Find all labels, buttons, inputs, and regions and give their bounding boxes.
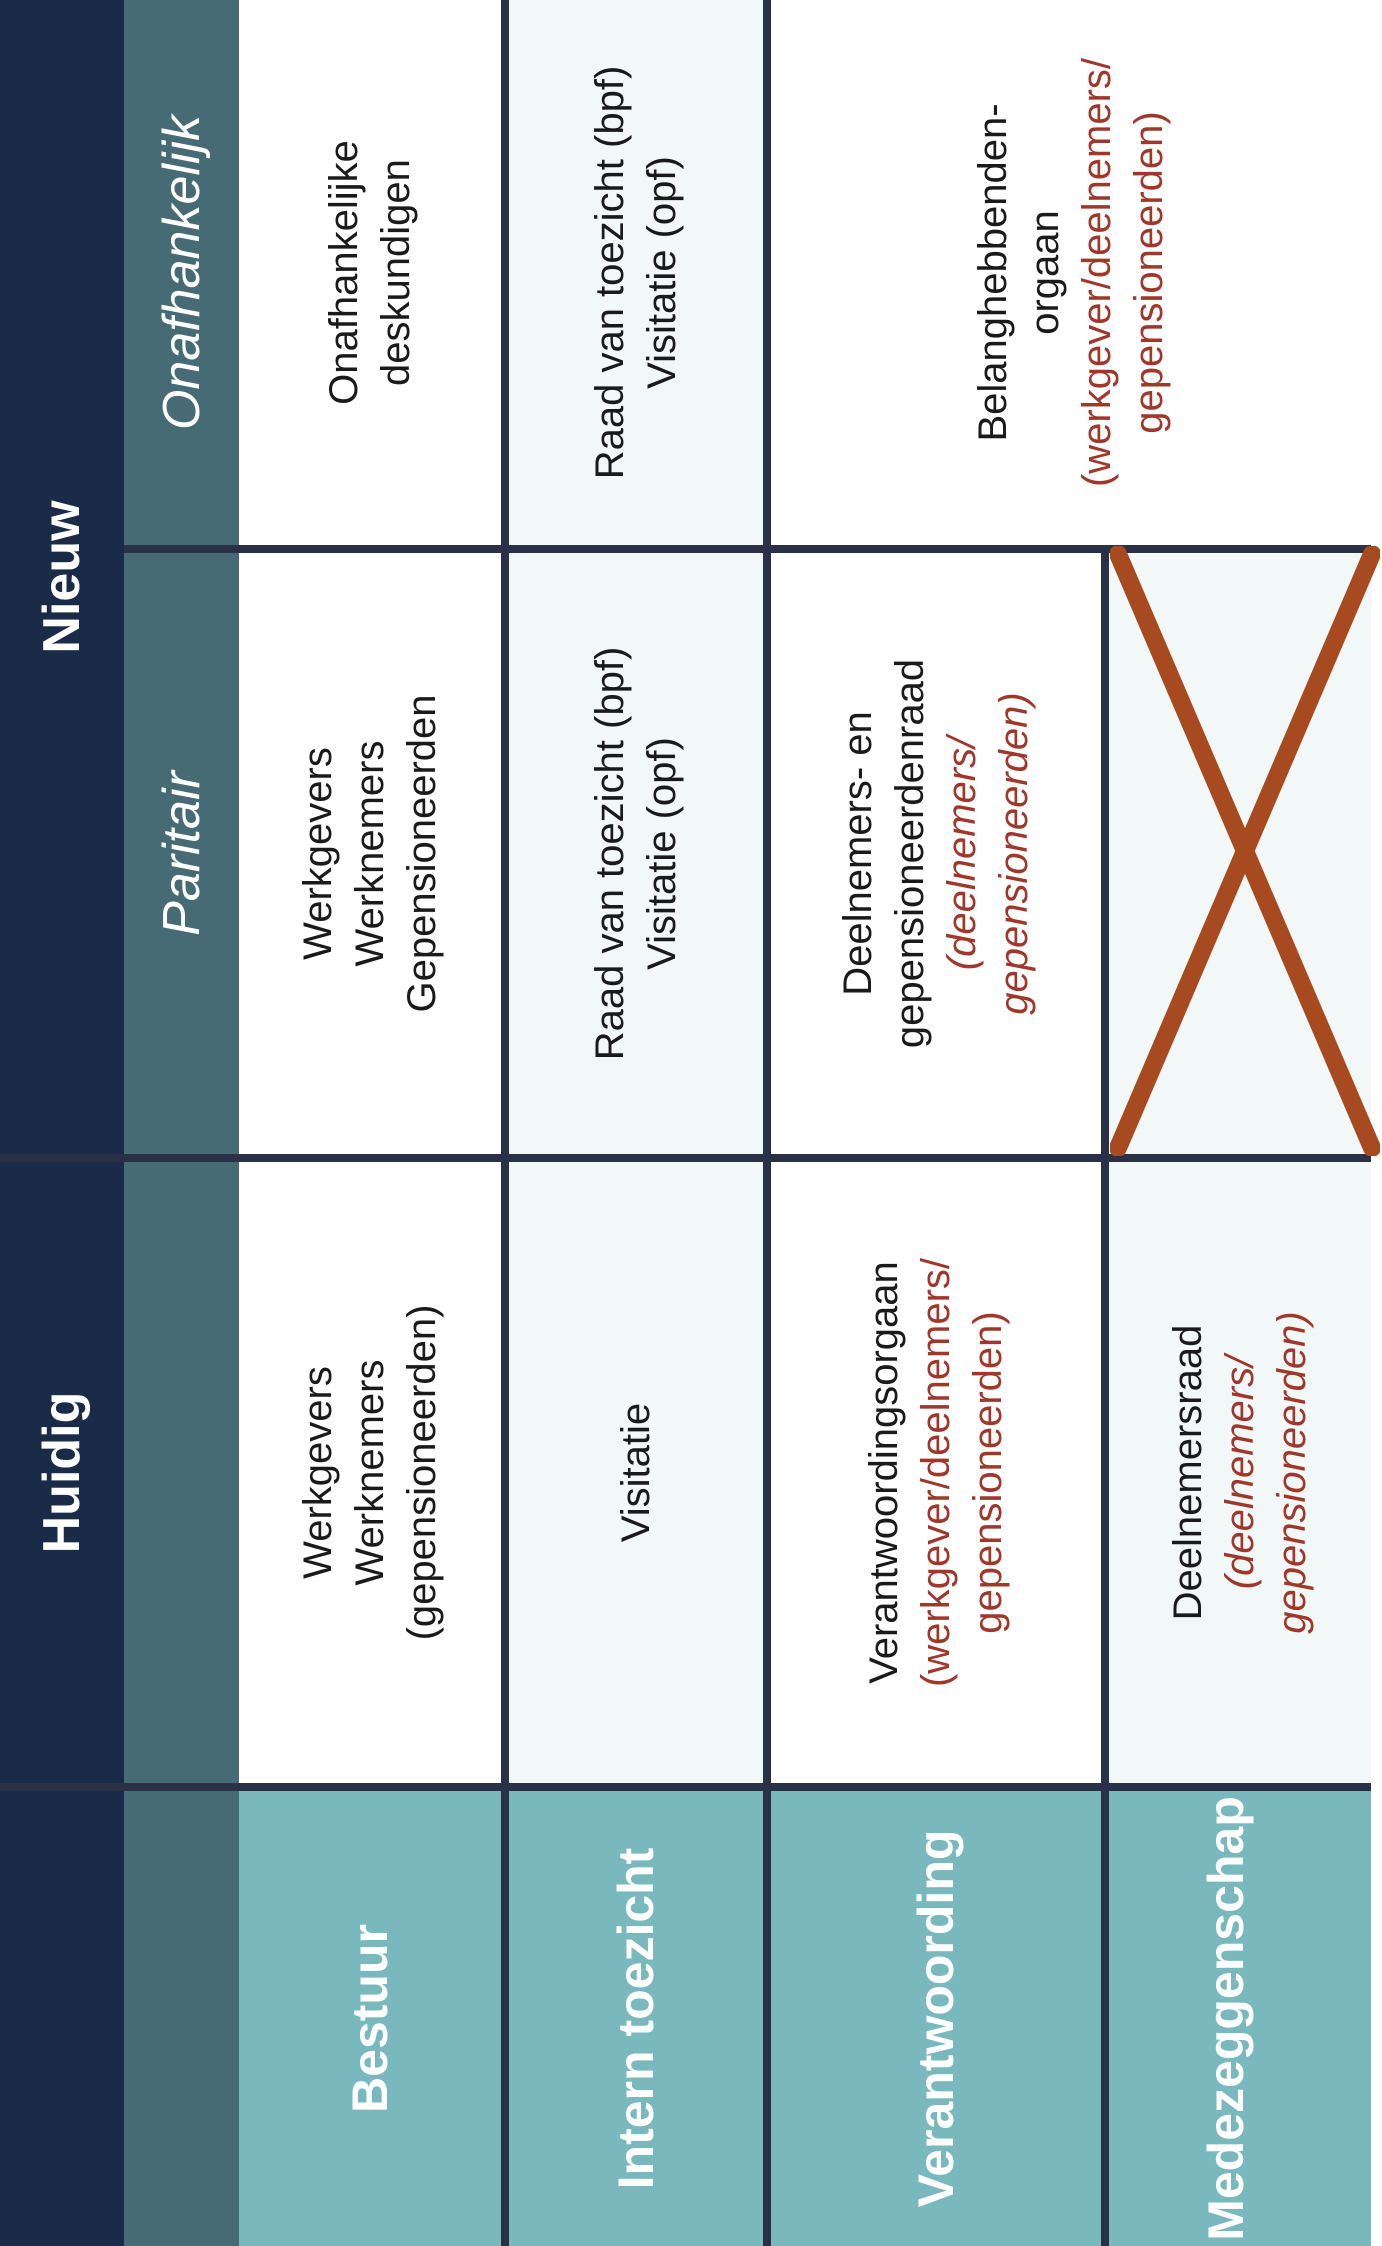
cell-line: orgaan: [1023, 210, 1067, 335]
cell-note: gepensioneerden): [1127, 111, 1171, 434]
cell-line: Visitatie: [614, 1402, 658, 1543]
cell-toezicht-onafhankelijk: [501, 0, 763, 553]
cell-note: (werkgever/deelnemers/: [1075, 57, 1119, 488]
cell-line: Raad van toezicht (bpf): [588, 646, 632, 1061]
row-label-text: Bestuur: [342, 1924, 398, 2113]
cell-line: Werkgevers: [296, 1366, 340, 1579]
row-label-medezeggenschap: [1101, 1791, 1371, 2246]
row-label-text: Verantwoording: [908, 1829, 964, 2208]
row-label-intern-toezicht: [501, 1791, 763, 2246]
cell-note: gepensioneerden): [992, 692, 1036, 1015]
subheader-huidig: [124, 1162, 239, 1791]
cell-verantwoording-onafhankelijk: [763, 0, 1371, 553]
header-huidig-label: Huidig: [33, 1391, 91, 1554]
cell-line: Visitatie (opf): [640, 737, 684, 970]
cell-note: (werkgever/deelnemers/: [914, 1257, 958, 1688]
cell-line: Werknemers: [348, 740, 392, 967]
cell-verantwoording-paritair: [763, 553, 1101, 1162]
cell-medezeggenschap-huidig: [1101, 1162, 1371, 1791]
header-nieuw: [0, 0, 124, 1162]
row-label-text: Medezeggenschap: [1198, 1796, 1254, 2241]
subheader-paritair: [124, 553, 239, 1162]
row-label-verantwoording: [763, 1791, 1101, 2246]
cell-line: Belanghebbenden-: [971, 103, 1015, 442]
cell-line: Onafhankelijke: [322, 140, 366, 405]
cell-line: Werkgevers: [296, 747, 340, 960]
header-nieuw-label: Nieuw: [33, 500, 91, 654]
cell-verantwoording-huidig: [763, 1162, 1101, 1791]
cell-bestuur-onafhankelijk: [239, 0, 501, 553]
cell-toezicht-huidig: [501, 1162, 763, 1791]
cell-line: deskundigen: [374, 159, 418, 386]
subheader-onafhankelijk-label: Onafhankelijk: [152, 114, 211, 431]
cell-note: gepensioneerden): [966, 1311, 1010, 1634]
cell-line: Werknemers: [348, 1359, 392, 1586]
header-huidig: [0, 1162, 124, 1791]
cell-bestuur-huidig: [239, 1162, 501, 1791]
cell-bestuur-paritair: [239, 553, 501, 1162]
cell-line: Verantwoordingsorgaan: [862, 1261, 906, 1684]
cell-line: gepensioneerdenraad: [888, 658, 932, 1049]
cell-line: Visitatie (opf): [640, 156, 684, 389]
cell-toezicht-paritair: [501, 553, 763, 1162]
cell-medezeggenschap-paritair: [1101, 553, 1371, 1162]
corner-subheader: [124, 1791, 239, 2246]
cell-line: Deelnemersraad: [1166, 1324, 1210, 1621]
cell-note: (deelnemers/: [940, 736, 984, 971]
cell-note: (deelnemers/: [1218, 1355, 1262, 1590]
cell-line: Gepensioneerden: [400, 694, 444, 1013]
row-label-text: Intern toezicht: [608, 1847, 664, 2190]
subheader-onafhankelijk: [124, 0, 239, 553]
cell-note: gepensioneerden): [1270, 1311, 1314, 1634]
cell-line: Deelnemers- en: [836, 711, 880, 996]
subheader-paritair-label: Paritair: [152, 771, 211, 936]
row-label-bestuur: [239, 1791, 501, 2246]
cell-line: (gepensioneerden): [400, 1304, 444, 1641]
corner-header: [0, 1791, 124, 2246]
cell-line: Raad van toezicht (bpf): [588, 65, 632, 480]
